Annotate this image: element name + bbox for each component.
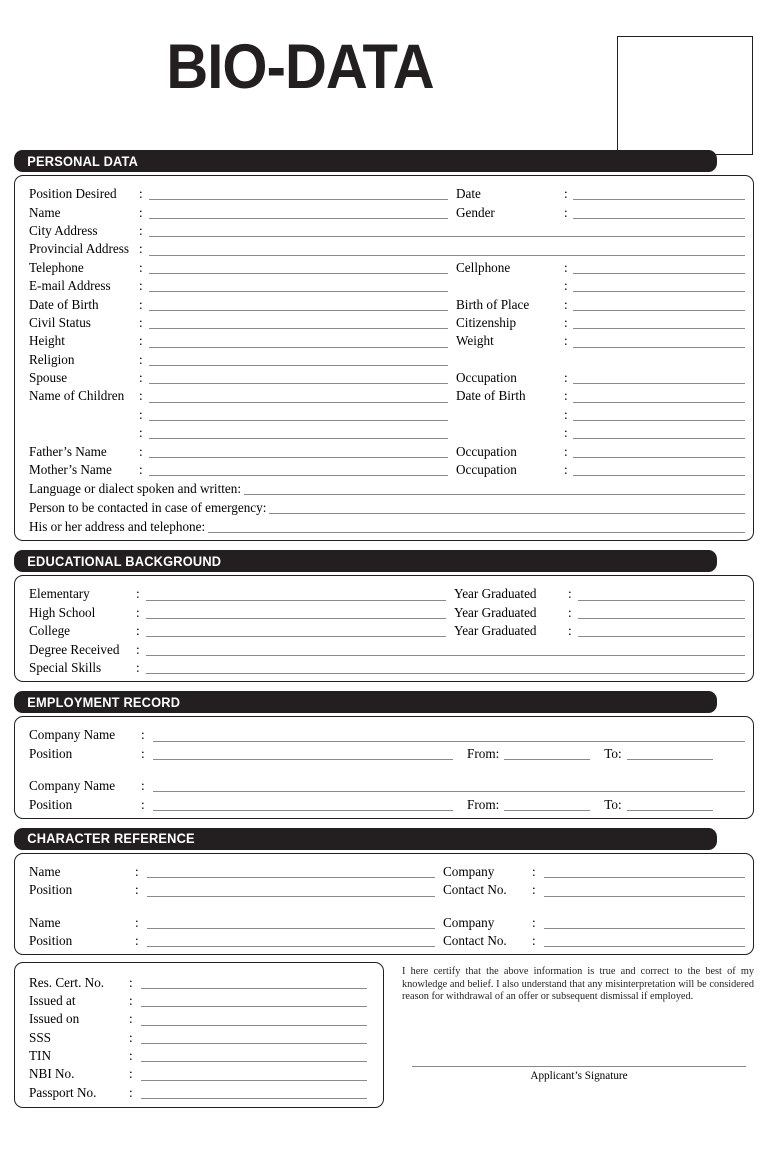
- field-row: [23, 792, 745, 810]
- field-label: Provincial Address: [29, 241, 129, 257]
- colon: :: [129, 1066, 133, 1082]
- field-label: E-mail Address: [29, 278, 111, 294]
- field-input-line[interactable]: [149, 463, 448, 476]
- field-label: Year Graduated: [454, 586, 537, 602]
- colon: :: [139, 186, 143, 202]
- field-input-line[interactable]: [149, 426, 448, 439]
- field-label-from: From:: [467, 745, 500, 761]
- field-input-line[interactable]: [146, 588, 446, 601]
- colon: :: [568, 623, 572, 639]
- page-title: BIO-DATA: [166, 32, 434, 102]
- field-input-line[interactable]: [149, 335, 448, 348]
- field-row: [23, 311, 745, 329]
- field-input-line-from[interactable]: [504, 798, 590, 811]
- field-input-line[interactable]: [147, 934, 435, 947]
- section-body-personal-data: [14, 175, 754, 541]
- field-input-line[interactable]: [141, 976, 367, 989]
- field-row: [23, 742, 745, 760]
- section-body-character-reference: [14, 853, 754, 956]
- field-row: [23, 878, 745, 896]
- colon: :: [564, 259, 568, 275]
- field-input-line[interactable]: [149, 261, 448, 274]
- field-input-line[interactable]: [146, 606, 446, 619]
- field-input-line[interactable]: [573, 279, 745, 292]
- colon: :: [135, 933, 139, 949]
- colon: :: [141, 778, 145, 794]
- colon: :: [139, 259, 143, 275]
- field-label: SSS: [29, 1029, 52, 1045]
- colon: :: [564, 425, 568, 441]
- colon: :: [136, 604, 140, 620]
- field-label: Res. Cert. No.: [29, 974, 105, 990]
- colon: :: [129, 974, 133, 990]
- field-input-line[interactable]: [573, 371, 745, 384]
- field-input-line[interactable]: [578, 624, 745, 637]
- field-label: Position: [29, 745, 73, 761]
- colon: :: [139, 388, 143, 404]
- field-label: Issued at: [29, 992, 76, 1008]
- colon: :: [129, 1011, 133, 1027]
- section-header-character-reference: CHARACTER REFERENCE: [14, 828, 717, 850]
- colon: :: [129, 1029, 133, 1045]
- field-label: Issued on: [29, 1011, 80, 1027]
- colon: :: [564, 204, 568, 220]
- certification-area: [384, 962, 754, 1081]
- colon: :: [564, 186, 568, 202]
- photo-placeholder-box[interactable]: [617, 36, 753, 155]
- row-spacer: [23, 760, 745, 774]
- field-row: [23, 421, 745, 439]
- field-input-line[interactable]: [153, 747, 453, 760]
- field-input-line[interactable]: [578, 606, 745, 619]
- row-spacer: [23, 897, 745, 911]
- field-row: [23, 656, 745, 674]
- colon: :: [129, 1048, 133, 1064]
- field-input-line[interactable]: [147, 865, 435, 878]
- field-input-line[interactable]: [153, 729, 745, 742]
- field-label: Date: [456, 186, 481, 202]
- field-label: Company: [443, 863, 495, 879]
- field-label: Company Name: [29, 727, 116, 743]
- field-row: [23, 200, 745, 218]
- colon: :: [136, 660, 140, 675]
- colon: :: [141, 745, 145, 761]
- colon: :: [564, 406, 568, 422]
- field-row: [23, 1026, 375, 1044]
- field-input-line[interactable]: [141, 1086, 367, 1099]
- documents-box: [14, 962, 384, 1108]
- section-body-employment-record: [14, 716, 754, 819]
- field-input-line[interactable]: [153, 779, 745, 792]
- colon: :: [532, 882, 536, 898]
- field-input-line[interactable]: [573, 261, 745, 274]
- field-input-line[interactable]: [149, 298, 448, 311]
- field-input-line[interactable]: [544, 916, 745, 929]
- section-header-employment-record: EMPLOYMENT RECORD: [14, 691, 717, 713]
- field-label: Contact No.: [443, 933, 507, 949]
- colon: :: [129, 992, 133, 1008]
- field-row: [23, 348, 745, 366]
- field-label: His or her address and telephone:: [29, 519, 206, 535]
- field-label: High School: [29, 604, 96, 620]
- field-row: [23, 439, 745, 457]
- field-input-line[interactable]: [544, 934, 745, 947]
- colon: :: [139, 443, 143, 459]
- colon: :: [564, 462, 568, 478]
- colon: :: [139, 314, 143, 330]
- field-row: [23, 723, 745, 741]
- field-label: Spouse: [29, 370, 68, 386]
- field-input-line[interactable]: [146, 643, 745, 656]
- section-header-educational-background: EDUCATIONAL BACKGROUND: [14, 550, 717, 572]
- field-input-line[interactable]: [149, 390, 448, 403]
- section-body-educational-background: [14, 575, 754, 682]
- field-label: Language or dialect spoken and written:: [29, 481, 242, 497]
- field-label: Civil Status: [29, 314, 91, 330]
- colon: :: [532, 933, 536, 949]
- field-label: Person to be contacted in case of emergency:: [29, 500, 267, 516]
- field-input-line[interactable]: [141, 1031, 367, 1044]
- colon: :: [139, 222, 143, 238]
- colon: :: [564, 314, 568, 330]
- field-label: Gender: [456, 204, 495, 220]
- field-label: City Address: [29, 222, 98, 238]
- title-area: [0, 0, 768, 150]
- field-label: Father’s Name: [29, 443, 107, 459]
- field-label: Year Graduated: [454, 604, 537, 620]
- colon: :: [139, 370, 143, 386]
- field-row: [23, 1044, 375, 1062]
- field-input-line[interactable]: [146, 624, 446, 637]
- field-input-line[interactable]: [573, 463, 745, 476]
- colon: :: [139, 425, 143, 441]
- field-label: Degree Received: [29, 641, 120, 657]
- field-input-line[interactable]: [544, 884, 745, 897]
- footer-area: [14, 962, 754, 1108]
- field-label-to: To:: [604, 796, 622, 812]
- colon: :: [135, 882, 139, 898]
- field-label-to: To:: [604, 745, 622, 761]
- field-label: Cellphone: [456, 259, 511, 275]
- field-label: Date of Birth: [29, 296, 99, 312]
- field-input-line[interactable]: [573, 206, 745, 219]
- colon: :: [564, 443, 568, 459]
- field-input-line[interactable]: [149, 206, 448, 219]
- field-row: [23, 911, 745, 929]
- colon: :: [532, 863, 536, 879]
- field-input-line[interactable]: [141, 1068, 367, 1081]
- field-label: Citizenship: [456, 314, 517, 330]
- colon: :: [564, 370, 568, 386]
- field-input-line[interactable]: [544, 865, 745, 878]
- field-input-line[interactable]: [573, 445, 745, 458]
- field-label: Name: [29, 914, 61, 930]
- colon: :: [139, 296, 143, 312]
- field-label: Contact No.: [443, 882, 507, 898]
- field-label: Occupation: [456, 443, 517, 459]
- field-row: [23, 929, 745, 947]
- field-row: [23, 1007, 375, 1025]
- field-input-line[interactable]: [208, 520, 745, 533]
- field-row: [23, 860, 745, 878]
- colon: :: [139, 241, 143, 257]
- field-label: Weight: [456, 333, 494, 349]
- field-row: [23, 774, 745, 792]
- colon: :: [139, 351, 143, 367]
- field-input-line[interactable]: [149, 353, 448, 366]
- field-input-line[interactable]: [149, 445, 448, 458]
- colon: :: [139, 462, 143, 478]
- field-input-line[interactable]: [573, 187, 745, 200]
- field-label: Company: [443, 914, 495, 930]
- colon: :: [564, 333, 568, 349]
- field-label: Occupation: [456, 462, 517, 478]
- field-input-line[interactable]: [147, 884, 435, 897]
- field-row: [23, 970, 375, 988]
- field-label: Date of Birth: [456, 388, 526, 404]
- field-label: Position Desired: [29, 186, 117, 202]
- field-row: [23, 182, 745, 200]
- field-row: [23, 329, 745, 347]
- field-input-line[interactable]: [149, 243, 745, 256]
- field-row: [23, 619, 745, 637]
- field-input-line[interactable]: [141, 1049, 367, 1062]
- field-label: Passport No.: [29, 1084, 97, 1100]
- field-label: Telephone: [29, 259, 84, 275]
- field-input-line[interactable]: [573, 426, 745, 439]
- field-label: Position: [29, 882, 73, 898]
- field-label-from: From:: [467, 796, 500, 812]
- field-row: [23, 237, 745, 255]
- field-input-line-from[interactable]: [504, 747, 590, 760]
- colon: :: [568, 604, 572, 620]
- colon: :: [564, 278, 568, 294]
- field-input-line[interactable]: [578, 588, 745, 601]
- colon: :: [139, 333, 143, 349]
- colon: :: [135, 863, 139, 879]
- field-input-line[interactable]: [141, 994, 367, 1007]
- colon: :: [135, 914, 139, 930]
- field-input-line[interactable]: [149, 408, 448, 421]
- field-label: Mother’s Name: [29, 462, 112, 478]
- field-label: Name of Children: [29, 388, 125, 404]
- field-label: Position: [29, 796, 73, 812]
- field-label: Name: [29, 863, 61, 879]
- field-row: [23, 637, 745, 655]
- field-label: TIN: [29, 1048, 51, 1064]
- field-label: Position: [29, 933, 73, 949]
- signature-caption: Applicant’s Signature: [530, 1069, 628, 1082]
- colon: :: [139, 204, 143, 220]
- field-row: [23, 495, 745, 514]
- field-row: [23, 458, 745, 476]
- field-label: Special Skills: [29, 660, 102, 675]
- field-input-line[interactable]: [573, 390, 745, 403]
- colon: :: [141, 796, 145, 812]
- field-row: [23, 274, 745, 292]
- field-input-line[interactable]: [153, 798, 453, 811]
- field-label: Height: [29, 333, 65, 349]
- field-label: Occupation: [456, 370, 517, 386]
- field-input-line[interactable]: [141, 1013, 367, 1026]
- field-row: [23, 514, 745, 533]
- field-row: [23, 219, 745, 237]
- colon: :: [136, 623, 140, 639]
- colon: :: [129, 1084, 133, 1100]
- colon: :: [564, 296, 568, 312]
- field-row: [23, 476, 745, 495]
- field-row: [23, 601, 745, 619]
- field-input-line-to[interactable]: [627, 747, 713, 760]
- field-label: Religion: [29, 351, 75, 367]
- field-row: [23, 292, 745, 310]
- colon: :: [141, 727, 145, 743]
- field-row: [23, 403, 745, 421]
- field-input-line[interactable]: [149, 224, 745, 237]
- field-input-line[interactable]: [573, 298, 745, 311]
- field-row: [23, 366, 745, 384]
- colon: :: [568, 586, 572, 602]
- colon: :: [564, 388, 568, 404]
- field-input-line[interactable]: [149, 187, 448, 200]
- field-row: [23, 1062, 375, 1080]
- signature-block: [402, 1066, 754, 1082]
- field-row: [23, 1081, 375, 1099]
- field-label: Company Name: [29, 778, 116, 794]
- field-label: Birth of Place: [456, 296, 530, 312]
- field-label: NBI No.: [29, 1066, 75, 1082]
- field-input-line[interactable]: [573, 335, 745, 348]
- colon: :: [139, 278, 143, 294]
- field-row: [23, 989, 375, 1007]
- spacer-cell: [573, 353, 745, 366]
- field-row: [23, 256, 745, 274]
- colon: :: [139, 406, 143, 422]
- field-row: [23, 384, 745, 402]
- colon: :: [136, 641, 140, 657]
- field-input-line[interactable]: [573, 408, 745, 421]
- field-row: [23, 582, 745, 600]
- field-input-line[interactable]: [149, 316, 448, 329]
- field-input-line[interactable]: [146, 661, 745, 674]
- field-input-line[interactable]: [244, 482, 745, 495]
- field-label: Year Graduated: [454, 623, 537, 639]
- field-input-line[interactable]: [573, 316, 745, 329]
- section-header-personal-data: PERSONAL DATA: [14, 150, 717, 172]
- field-label: Elementary: [29, 586, 90, 602]
- field-input-line[interactable]: [269, 501, 745, 514]
- colon: :: [532, 914, 536, 930]
- colon: :: [136, 586, 140, 602]
- field-input-line-to[interactable]: [627, 798, 713, 811]
- field-input-line[interactable]: [147, 916, 435, 929]
- certification-statement: I here certify that the above information is true and correct to the best of my knowledge and belief. I also understand that any misinterpretation will be considered reason for withdrawal of an offer or subsequent dismissal if employed.: [402, 966, 754, 1003]
- field-label: Name: [29, 204, 61, 220]
- field-label: College: [29, 623, 71, 639]
- field-input-line[interactable]: [149, 279, 448, 292]
- field-input-line[interactable]: [149, 371, 448, 384]
